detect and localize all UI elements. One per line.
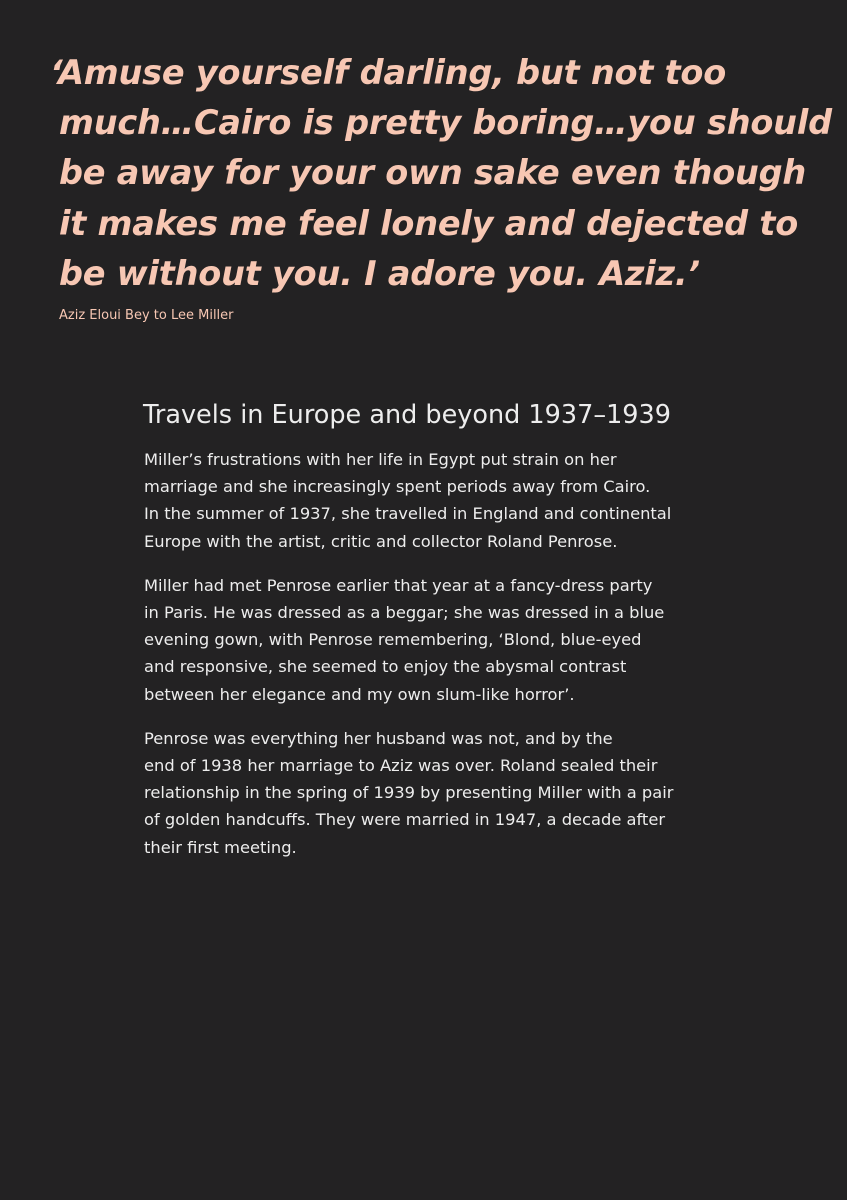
pull-quote [50,48,832,325]
quote-attribution: Aziz Eloui Bey to Lee Miller [59,308,234,324]
quote-line: be without you. I adore you. Aziz.’ [59,253,700,293]
paragraph-line: Miller’s frustrations with her life in Egypt put strain on her [144,450,617,469]
quote-line: it makes me feel lonely and dejected to [59,203,799,243]
quote-text [50,48,832,299]
paragraph-line: Penrose was everything her husband was not, and by the [144,728,613,748]
paragraph-line: marriage and she increasingly spent periods away from Cairo. [144,477,651,497]
paragraph-line: and responsive, she seemed to enjoy the abysmal contrast [144,657,627,677]
quote-line: be away for your own sake even though [59,153,807,193]
paragraph-line: their first meeting. [144,837,297,857]
paragraph-line: Europe with the artist, critic and collector Roland Penrose. [144,531,618,551]
body-paragraph [144,572,723,708]
paragraph-line: Miller had met Penrose earlier that year at a fancy-dress party [144,575,653,595]
paragraph-line: evening gown, with Penrose remembering, ‘Blond, blue-eyed [144,630,642,650]
paragraph-line: end of 1938 her marriage to Aziz was over. Roland sealed their [144,756,658,776]
section-title: Travels in Europe and beyond 1937–1939 [143,400,671,430]
article-section [143,398,723,878]
body-paragraph [144,725,723,861]
body-paragraph [144,446,723,555]
paragraph-line: In the summer of 1937, she travelled in England and continental [144,504,672,524]
paragraph-line: between her elegance and my own slum-like horror’. [144,684,575,704]
quote-line: ‘Amuse yourself darling, but not too [50,53,727,92]
quote-line: much…Cairo is pretty boring…you should [59,103,832,143]
paragraph-line: in Paris. He was dressed as a beggar; she was dressed in a blue [144,603,665,623]
paragraph-line: relationship in the spring of 1939 by presenting Miller with a pair [144,783,674,803]
paragraph-line: of golden handcuffs. They were married in 1947, a decade after [144,810,666,830]
